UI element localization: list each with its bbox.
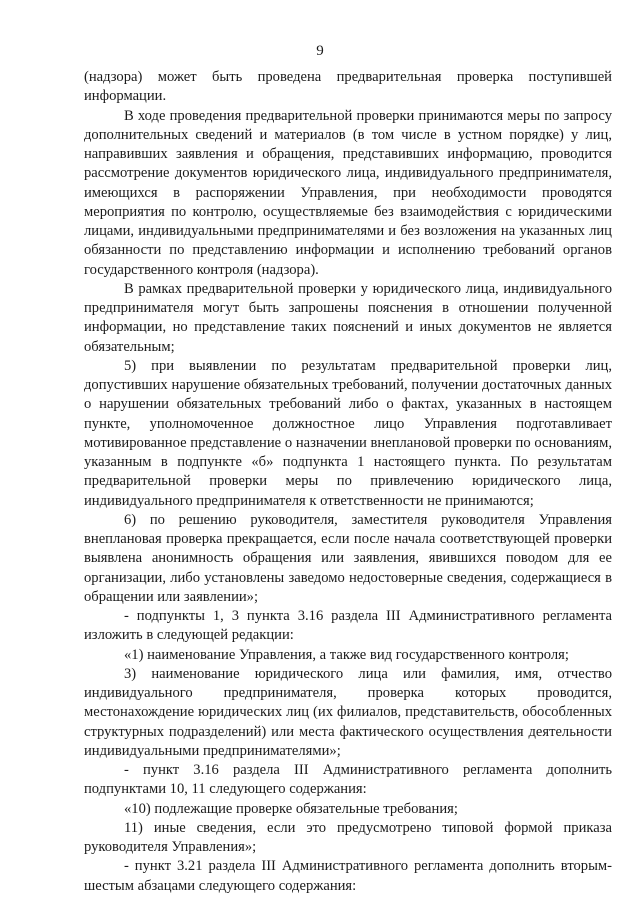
document-body (84, 68, 612, 896)
paragraph-preliminary-check-measures: В ходе проведения предварительной проверки принимаются меры по запросу дополнительных сведений и материалов (в том числе в устном порядке) у лиц, направивших заявления и обращения, представивших информацию, проводится рассмотрение документов юридического лица, индивидуального предпринимателя, имеющихся в распоряжении Управления, при необходимости проводятся мероприятия по контролю, осуществляемые без взаимодействия с юридическими лицами, индивидуальными предпринимателями и без возложения на указанных лиц обязанности по представлению информации и исполнению требований органов государственного контроля (надзора). (84, 107, 612, 278)
paragraph-amend-3-21: - пункт 3.21 раздела III Административного регламента дополнить вторым-шестым абзацами следующего содержания: (84, 858, 612, 894)
paragraph-explanations-request: В рамках предварительной проверки у юридического лица, индивидуального предпринимателя могут быть запрошены пояснения в отношении полученной информации, но представление таких пояснений и иных документов не является обязательным; (84, 280, 612, 355)
paragraph-subitem-11: 11) иные сведения, если это предусмотрено типовой формой приказа руководителя Управления»; (84, 819, 612, 855)
paragraph-amend-3-16: - подпункты 1, 3 пункта 3.16 раздела III Административного регламента изложить в следующей редакции: (84, 608, 612, 644)
paragraph-subitem-1: «1) наименование Управления, а также вид государственного контроля; (124, 646, 569, 663)
paragraph-subitem-10: «10) подлежащие проверке обязательные требования; (124, 800, 458, 817)
page-number: 9 (316, 43, 324, 59)
paragraph-subitem-3: 3) наименование юридического лица или фамилия, имя, отчество индивидуального предпринимателя, проверка которых проводится, местонахождение юридических лиц (их филиалов, представительств, обособленных структурных подразделений) или места фактического осуществления деятельности индивидуальными предпринимателями»; (84, 665, 612, 759)
paragraph-continuation: (надзора) может быть проведена предварительная проверка поступившей информации. (84, 69, 612, 105)
paragraph-item-6: 6) по решению руководителя, заместителя руководителя Управления внеплановая проверка прекращается, если после начала соответствующей проверки выявлена анонимность обращения или заявления, явившихся поводом для ее организации, либо установлены заведомо недостоверные сведения, содержащиеся в обращении или заявлении»; (84, 511, 612, 605)
paragraph-add-subitems-10-11: - пункт 3.16 раздела III Административного регламента дополнить подпунктами 10, 11 следующего содержания: (84, 762, 612, 798)
paragraph-item-5: 5) при выявлении по результатам предварительной проверки лиц, допустивших нарушение обязательных требований, получении достаточных данных о нарушении обязательных требований либо о фактах, указанных в настоящем пункте, уполномоченное должностное лицо Управления подготавливает мотивированное представление о назначении внеплановой проверки по основаниям, указанным в подпункте «б» подпункта 1 настоящего пункта. По результатам предварительной проверки меры по привлечению юридического лица, индивидуального предпринимателя к ответственности не принимаются; (84, 357, 612, 509)
